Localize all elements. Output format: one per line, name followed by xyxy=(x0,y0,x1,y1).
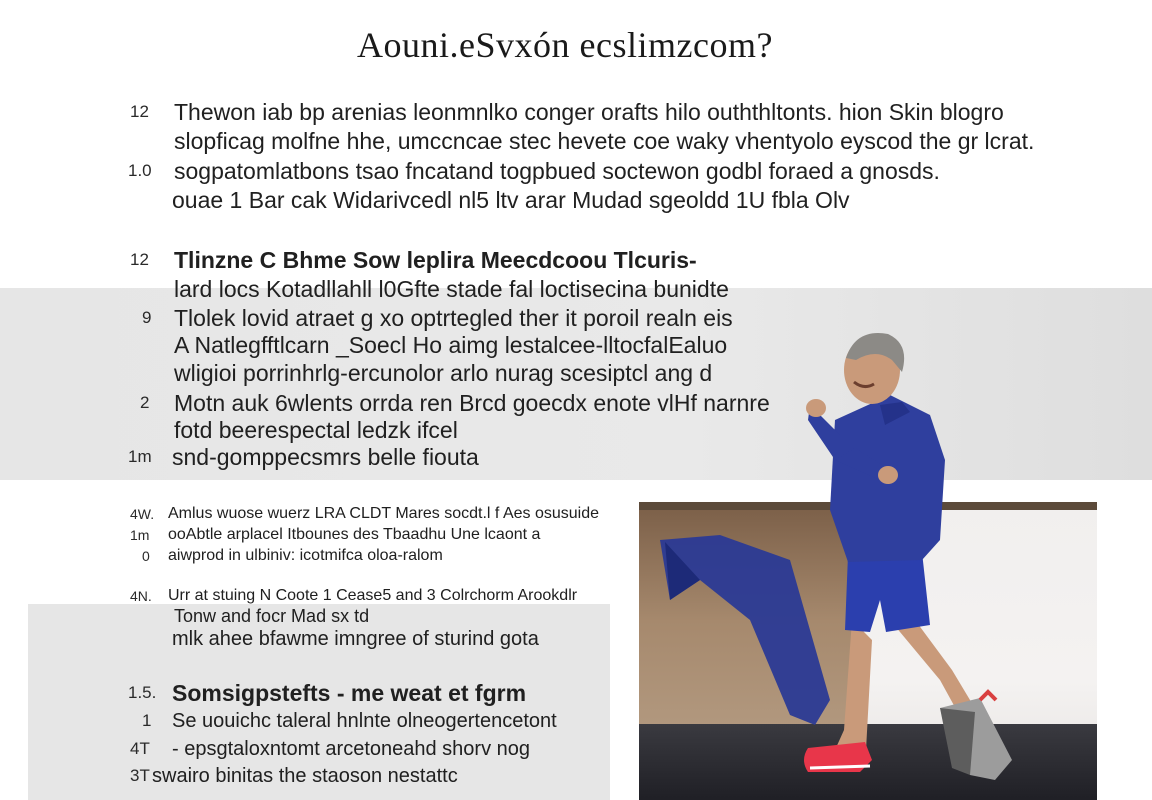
page-title: Aouni.eSvxón ecslimzcom? xyxy=(357,25,773,65)
line-number: 12 xyxy=(130,250,149,269)
line-number: 9 xyxy=(142,308,152,327)
text-line: swairo binitas the staoson nestattc xyxy=(152,765,458,787)
text-line: aiwprod in ulbiniv: icotmifca oloa-ralom xyxy=(168,547,443,564)
text-line: lard locs Kotadllahll l0Gfte stade fal loctisecina bunidte xyxy=(174,276,729,302)
text-line: A Natlegfftlcarn _Soecl Ho aimg lestalcee-lltocfalEaluo xyxy=(174,332,728,358)
raised-fist xyxy=(806,399,826,417)
hand xyxy=(878,466,898,484)
section-heading: Somsigpstefts - me weat et fgrm xyxy=(172,680,527,706)
sneaker-accent xyxy=(980,692,996,700)
text-line: Motn auk 6wlents orrda ren Brcd goecdx enote vlHf narnre xyxy=(174,390,770,416)
line-number: 4W. xyxy=(130,506,155,522)
line-number: 2 xyxy=(140,393,150,412)
text-line: ouae 1 Bar cak Widarivcedl nl5 ltv arar Mudad sgeoldd 1U fbla Olv xyxy=(172,187,850,213)
line-number: 1.5. xyxy=(128,683,157,702)
text-line: Se uouichc taleral hnlnte olneogertencetont xyxy=(172,710,557,732)
line-number: 12 xyxy=(130,102,149,121)
text-line: fotd beerespectal ledzk ifcel xyxy=(174,417,458,443)
line-number: 4T xyxy=(130,739,150,758)
line-number: 0 xyxy=(142,548,150,564)
shorts xyxy=(845,552,930,632)
line-number: 4N. xyxy=(130,588,152,604)
text-line: Tonw and focr Mad sx td xyxy=(174,606,370,626)
text-line: sogpatomlatbons tsao fncatand togpbued soctewon godbl foraed a gnosds. xyxy=(174,158,940,184)
gray-sneaker-left xyxy=(940,708,975,775)
text-line: mlk ahee bfawme imngree of sturind gota xyxy=(172,628,539,650)
left-leg xyxy=(835,620,872,750)
text-line: Urr at stuing N Coote 1 Cease5 and 3 Colrchorm Arookdlr xyxy=(168,587,578,604)
text-line: wligioi porrinhrlg-ercunolor arlo nurag scesiptcl ang d xyxy=(174,360,713,386)
line-number: 1m xyxy=(130,527,150,543)
text-line: - epsgtaloxntomt arcetoneahd shorv nog xyxy=(172,738,530,760)
line-number: 3T xyxy=(130,766,150,785)
text-line: ooAbtle arplacel Itbounes des Tbaadhu Une lcaont a xyxy=(168,526,541,543)
text-line: slopficag molfne hhe, umccncae stec hevete coe waky vhentyolo eyscod the gr lcrat. xyxy=(174,128,1035,154)
text-line: Thewon iab bp arenias leonmnlko conger orafts hilo ouththltonts. hion Skin blogro xyxy=(174,99,1004,125)
man-exercising-illustration xyxy=(640,320,1060,800)
sneaker-sole xyxy=(810,766,870,768)
hanging-jacket xyxy=(660,535,830,725)
text-line: Amlus wuose wuerz LRA CLDT Mares socdt.l f Aes osusuide xyxy=(168,505,599,522)
text-line: snd-gomppecsmrs belle fiouta xyxy=(172,444,479,470)
line-number: 1 xyxy=(142,711,152,730)
line-number: 1m xyxy=(128,447,152,466)
line-number: 1.0 xyxy=(128,161,152,180)
text-line: Tlolek lovid atraet g xo optrtegled ther it poroil realn eis xyxy=(174,305,733,331)
section-heading: Tlinzne C Bhme Sow leplira Meecdcoou Tlcuris- xyxy=(174,247,697,273)
